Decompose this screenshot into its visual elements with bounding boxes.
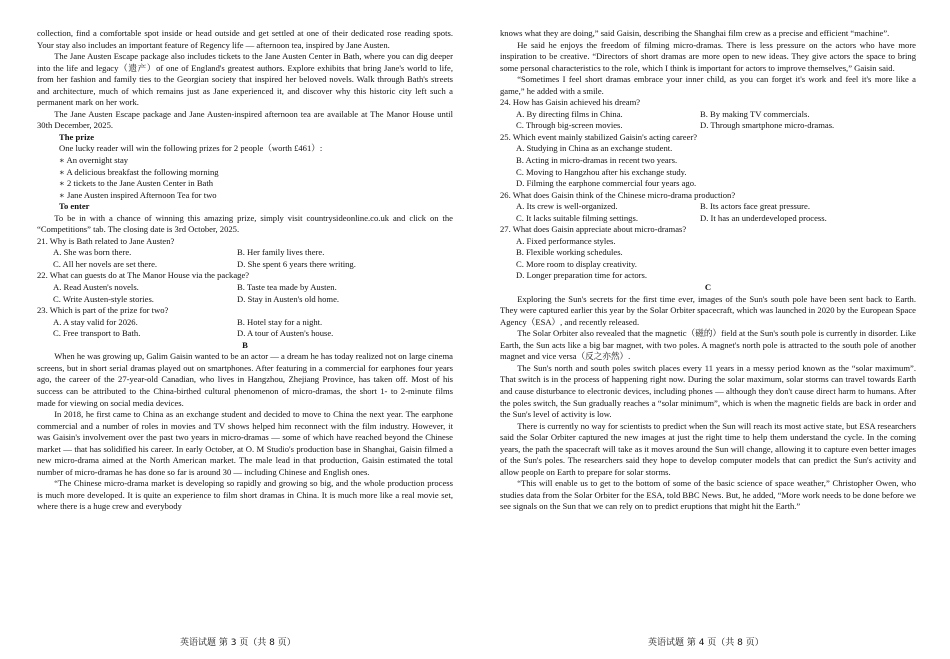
option-a: A. By directing films in China. (516, 108, 623, 119)
option-d: D. She spent 6 years there writing. (237, 258, 356, 269)
prize-intro: One lucky reader will win the following prizes for 2 people（worth £461）: (59, 143, 323, 154)
passage-b-paragraph: “The Chinese micro-drama market is developing so rapidly and growing so big, and the whole production process is much more developed. It is quite an experience to film short dramas in China. It is much more like a real movie set, where there is a huge crew and everybody (37, 478, 453, 512)
options-row (37, 294, 453, 306)
passage-b-paragraph: knows what they are doing,” said Gaisin, describing the Shanghai film crew as a precise and efficient “machine”. (500, 28, 890, 38)
prize-heading: The prize (59, 131, 95, 142)
option-c: C. Moving to Hangzhou after his exchange study. (516, 166, 687, 177)
passage-b-paragraph: He said he enjoys the freedom of filming micro-dramas. There is less pressure on the actors who have more inspiration to be creative. “Directors of short dramas are more open to new ideas. They give actors the space to bring some personal characteristics to the role, which I think is important for actors to improve themselves,” Gaisin said. (500, 39, 916, 73)
option-d: D. It has an underdeveloped process. (700, 212, 827, 223)
section-c-heading: C (704, 282, 712, 293)
question-21: 21. Why is Bath related to Jane Austen? (37, 235, 175, 246)
option-b: B. Her family lives there. (237, 247, 325, 258)
options-row (500, 120, 916, 132)
options-row (500, 109, 916, 121)
options-row (500, 213, 916, 225)
option-b: B. Acting in micro-dramas in recent two years. (516, 155, 678, 166)
option-b: B. By making TV commercials. (700, 108, 810, 119)
options-row (37, 328, 453, 340)
option-b: B. Flexible working schedules. (516, 247, 623, 258)
option-a: A. A stay valid for 2026. (53, 316, 138, 327)
passage-b-paragraph: “Sometimes I feel short dramas embrace your inner child, as you can forget it's work and feel it's more like a game,” he added with a smile. (500, 74, 916, 96)
prize-item: ∗ 2 tickets to the Jane Austen Center in Bath (59, 178, 214, 189)
option-a: A. Fixed performance styles. (516, 235, 616, 246)
section-b-heading: B (242, 339, 248, 350)
option-c: C. More room to display creativity. (516, 258, 637, 269)
left-column (37, 28, 453, 513)
option-a: A. Studying in China as an exchange student. (516, 143, 673, 154)
passage-c-paragraph: The Sun's north and south poles switch places every 11 years in a messy period known as the “solar maximum”. That switch is in the process of happening right now. During the solar maximum, solar storms can travel towards Earth and cause disturbance to electronic devices, including phones — although they don't cause direct harm to humans. After the poles switch, the Sun gradually reaches a “solar minimum”, which is when the magnetic fields are back in order and the Sun's level of activity is low. (500, 362, 916, 420)
option-b: B. Taste tea made by Austen. (237, 282, 337, 293)
question-23: 23. Which is part of the prize for two? (37, 305, 169, 316)
prize-item: ∗ An overnight stay (59, 155, 129, 166)
passage-c-paragraph: The Solar Orbiter also revealed that the magnetic（磁的）field at the Sun's south pole is currently in disorder. Like Earth, the Sun acts like a big bar magnet, with two poles. A magnet's north pole is attracted to the south pole of another magnet and vice versa（反之亦然）. (500, 328, 916, 362)
question-22: 22. What can guests do at The Manor House via the package? (37, 270, 250, 281)
passage-b-paragraph: When he was growing up, Galim Gaisin wanted to be an actor — a dream he has today realized not on large cinema screens, but in short serial dramas played out on smartphones. After featuring in a commercial for earphones four years ago, the career of the 27-year-old Canadian, who lives in Hangzhou, Zhejiang Province, has taken off. Most of his success can be attributed to the China-birthed cultural phenomenon of micro-dramas, the short 1- to 2-minute films made for viewing on social media devices. (37, 351, 453, 408)
enter-text: To be in with a chance of winning this amazing prize, simply visit countrysideonline.co.uk and click on the “Competitions” tab. The closing date is 3rd October, 2025. (37, 212, 453, 235)
option-c: C. Write Austen-style stories. (53, 293, 154, 304)
prize-item: ∗ A delicious breakfast the following morning (59, 166, 219, 177)
options-row (37, 317, 453, 329)
passage-c-paragraph: “This will enable us to get to the bottom of some of the basic science of space weather,” Christopher Owen, who studies data from the Solar Orbiter for the ESA, told BBC News. But, he added, “More work needs to be done before we see signals on the Sun that we can rely on to predict eruptions that might hit the Earth.” (500, 478, 916, 512)
option-c: C. Free transport to Bath. (53, 328, 141, 339)
passage-c-paragraph: There is currently no way for scientists to predict when the Sun will reach its most active state, but ESA researchers said the Solar Orbiter captured the new images at just the right time to help them understand the cycle. In the coming years, the path the spacecraft will take as it moves around the Sun will change, allowing it to capture even better images of the Sun's poles. The researchers said they hope to develop computer models that can predict the Sun's activity and allow people on Earth to prepare for solar storms. (500, 420, 916, 477)
options-row (500, 201, 916, 213)
right-column (500, 28, 916, 513)
question-25: 25. Which event mainly stabilized Gaisin's acting career? (500, 131, 698, 142)
question-24: 24. How has Gaisin achieved his dream? (500, 97, 641, 108)
passage-c-paragraph: Exploring the Sun's secrets for the first time ever, images of the Sun's south pole have been sent back to Earth. They were captured earlier this year by the Solar Orbiter spacecraft, which was launched in 2020 by the European Space Agency（ESA）, and recently released. (500, 293, 916, 327)
option-d: D. Through smartphone micro-dramas. (700, 120, 835, 131)
passage-a-paragraph: collection, find a comfortable spot inside or head outside and get settled at one of their dedicated rose reading spots. Your stay also includes an important feature of Regency life — afternoon tea, inspired by Jane Austen. (37, 28, 453, 50)
option-a: A. Read Austen's novels. (53, 282, 139, 293)
options-row (37, 247, 453, 259)
options-row (37, 282, 453, 294)
question-26: 26. What does Gaisin think of the Chinese micro-drama production? (500, 189, 736, 200)
enter-heading: To enter (59, 201, 90, 212)
passage-b-paragraph: In 2018, he first came to China as an exchange student and decided to move to China the next year. The earphone commercial and a number of roles in movies and TV shows helped him reconnect with the film industry. However, it was Gaisin's involvement over the past two years in micro-dramas — some of which have reached beyond the Chinese market — that has solidified his career. In early October, at O. M Studio's production base in Shanghai, Gaisin filmed a new micro-drama aimed at the North American market. The male lead in that production, Gaisin estimated the total number of micro-dramas he has done so far is around 30 — including Chinese and English ones. (37, 409, 453, 477)
option-a: A. Its crew is well-organized. (516, 201, 618, 212)
option-c: C. All her novels are set there. (53, 258, 158, 269)
option-d: D. Filming the earphone commercial four years ago. (516, 178, 697, 189)
passage-a-paragraph: The Jane Austen Escape package and Jane Austen-inspired afternoon tea are available at The Manor House until 30th December, 2025. (37, 108, 453, 131)
options-row (37, 259, 453, 271)
option-a: A. She was born there. (53, 247, 132, 258)
option-b: B. Hotel stay for a night. (237, 316, 323, 327)
question-27: 27. What does Gaisin appreciate about micro-dramas? (500, 224, 687, 235)
option-c: C. Through big-screen movies. (516, 120, 623, 131)
option-b: B. Its actors face great pressure. (700, 201, 810, 212)
option-d: D. A tour of Austen's house. (237, 328, 334, 339)
prize-item: ∗ Jane Austen inspired Afternoon Tea for two (59, 189, 217, 200)
option-c: C. It lacks suitable filming settings. (516, 212, 638, 223)
page-footer-left: 英语试题 第 3 页（共 8 页） (180, 638, 296, 648)
page-footer-right: 英语试题 第 4 页（共 8 页） (648, 638, 764, 648)
passage-a-paragraph: The Jane Austen Escape package also includes tickets to the Jane Austen Center in Bath, where you can dig deeper into the life and legacy（遗产）of one of England's greatest authors. Explore exhibits that bring Jane's world to life, from her fashion and family ties to the Georgian society that inspired her beloved novels. Walk through Bath's streets and architecture, much of which remains just as Jane experienced it, and discover why this historic city left such a permanent mark on her work. (37, 51, 453, 108)
option-d: D. Longer preparation time for actors. (516, 270, 648, 281)
option-d: D. Stay in Austen's old home. (237, 293, 340, 304)
